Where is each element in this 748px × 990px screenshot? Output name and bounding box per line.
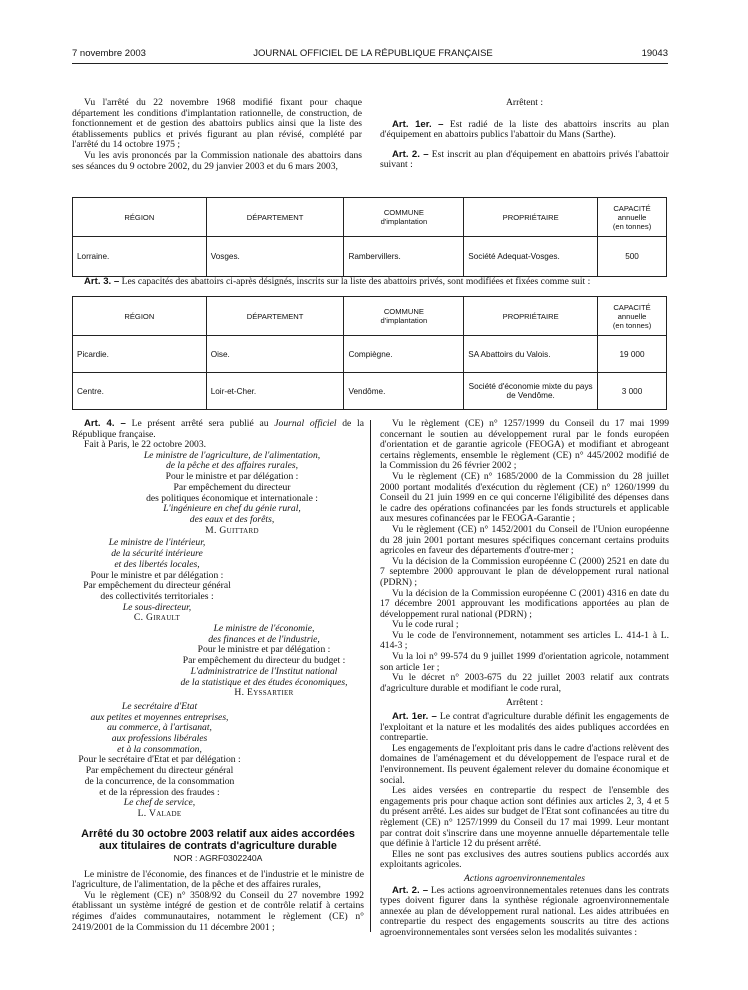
column-header: DÉPARTEMENT [206,297,344,336]
article-label: Art. 2. – [392,148,429,160]
article-1: Art. 1er. – Le contrat d'agriculture durable définit les engagements de l'exploitant et la nature et les modalités des aides publiques accordées en contrepartie. [380,711,669,744]
table-cell: Picardie. [73,336,207,373]
paragraph: Elles ne sont pas exclusives des autres soutiens publics accordés aux exploitants agricoles. [380,848,669,871]
table-cell: SA Abattoirs du Valois. [464,336,598,373]
arretent-heading: Arrêtent : [505,697,544,709]
paragraph: Vu la décision de la Commission européenne C (2000) 2521 en date du 7 septembre 2000 approuvant le plan de développement rural national (PDRN) ; [380,555,669,588]
table-cell: 500 [598,237,667,277]
top-left-column [72,98,362,172]
article-2: Art. 2. – Les actions agroenvironnementales retenues dans les contrats types doivent figurer dans la synthèse régionale agroenvironnementale annexée au plan de développement rural national. Les aides attribuées en contrepartie du respect des engagements souscrits au titre des actions agroenvironnementales sont versées selon les modalités suivantes : [380,884,669,938]
abattoir-table-1 [72,197,667,277]
table-cell: Centre. [73,373,207,410]
paragraph: Vu le règlement (CE) n° 1685/2000 de la Commission du 28 juillet 2000 portant modalités d'exécution du règlement (CE) n° 1260/1999 du Conseil du 21 juin 1999 en ce qui concerne l'éligibilité des dépenses dans le cadre des opérations cofinancées par les fonds structurels et applicable aux mesures cofinancées par le FEOGA-Garantie ; [380,470,669,525]
arrete-title: Arrêté du 30 octobre 2003 relatif aux aides accordées aux titulaires de contrats d'agriculture durable [81,827,355,852]
column-header: PROPRIÉTAIRE [464,297,598,336]
table-cell: Loir-et-Cher. [206,373,344,410]
column-header: CAPACITÉ annuelle (en tonnes) [598,297,667,336]
column-header: DÉPARTEMENT [206,198,344,237]
signature-block-interieur: Le ministre de l'intérieur, de la sécurité intérieure et des libertés locales, Pour le ministre et par délégation : Par empêchement du directeur général des collectivités territoriales : Le sous-directeur, C. Girault [83,537,231,624]
paragraph: Vu l'arrêté du 22 novembre 1968 modifié fixant pour chaque département les conditions d'implantation rationnelle, de construction, de fonctionnement et de gestion des abattoirs publics ainsi que la liste des établissements publics et privés figurant au plan révisé, complété par l'arrêté du 14 octobre 1975 ; [72,97,362,151]
table-cell: Vendôme. [344,373,464,410]
paragraph: Vu le règlement (CE) n° 3508/92 du Conseil du 27 novembre 1992 établissant un système intégré de gestion et de contrôle relatif à certains régimes d'aides communautaires, notamment le règlement (CE) n° 2419/2001 de la Commission du 11 décembre 2001 ; [72,889,364,933]
column-header: COMMUNE d'implantation [344,297,464,336]
paragraph: Vu le règlement (CE) n° 1257/1999 du Conseil du 17 mai 1999 concernant le soutien au développement rural par le fonds européen d'orientation et de garantie agricole (FEOGA) et modifiant et abrogeant certains règlements, ensemble le règlement (CE) n° 445/2002 modifié de la Commission du 26 février 2002 ; [380,418,669,472]
paragraph: Vu le code rural ; [392,619,459,631]
place-date: Fait à Paris, le 22 octobre 2003. [84,439,207,451]
arretent-heading: Arrêtent : [505,97,544,108]
paragraph: Vu la décision de la Commission européenne C (2001) 4316 en date du 17 décembre 2001 approuvant les modifications apportées au plan de développement rural national (PDRN) ; [380,587,669,620]
article-2 [380,150,669,171]
table-row [73,237,667,277]
column-header: RÉGION [73,198,207,237]
table-cell: 3 000 [598,373,667,410]
signature-block-agriculture: Le ministre de l'agriculture, de l'alimentation, de la pêche et des affaires rurales, Pour le ministre et par délégation : Par empêchement du directeur des politiques économique et internationale : L'ingénieure en chef du génie rural, des eaux et des forêts, M. Guittard [143,449,321,536]
table-cell: Lorraine. [73,237,207,277]
paragraph: Le ministre de l'économie, des finances et de l'industrie et le ministre de l'agriculture, de l'alimentation, de la pêche et des affaires rurales, [72,868,364,891]
paragraph: Les engagements de l'exploitant pris dans le cadre d'actions relèvent des domaines de l'aménagement et du développement de l'espace rural et de l'environnement. Ils peuvent également relever du domaine économique et social. [380,742,669,786]
paragraph: Vu le décret n° 2003-675 du 22 juillet 2003 relatif aux contrats d'agriculture durable et modifiant le code rural, [380,672,669,694]
table-row [73,336,667,373]
column-header: COMMUNE d'implantation [344,198,464,237]
page-number: 19043 [641,48,668,59]
article-label: Art. 3. – [84,276,120,287]
section-heading: Actions agroenvironnementales [463,872,586,884]
column-header: PROPRIÉTAIRE [464,198,598,237]
signature-block-economie: Le ministre de l'économie, des finances et de l'industrie, Pour le ministre et par délégation : Par empêchement du directeur du budget : L'administratrice de l'Institut national de la statistique et des études économiques, H. Eyssartier [180,623,348,699]
table-cell: Compiègne. [344,336,464,373]
right-column [380,419,669,939]
table-header-row [73,198,667,237]
paragraph: Les aides versées en contrepartie du respect de l'ensemble des engagements pris pour chaque action sont définies aux articles 2, 3, 4 et 5 du présent arrêté. Les aides sur budget de l'Etat sont cofinancées au titre du règlement (CE) n° 1257/1999 du Conseil du 17 mai 1999. Leur montant par contrat doit s'inscrire dans une moyenne annuelle départementale telle que définie à l'article 12 du présent arrêté. [380,785,669,850]
column-header: RÉGION [73,297,207,336]
header-date: 7 novembre 2003 [72,48,146,59]
table-cell: Société d'économie mixte du pays de Vendôme. [464,373,598,410]
article-text: Les capacités des abattoirs ci-après désignés, inscrits sur la liste des abattoirs privés, sont modifiées et fixées comme suit : [121,276,591,287]
paragraph: Vu la loi n° 99-574 du 9 juillet 1999 d'orientation agricole, notamment son article 1er ; [380,651,669,673]
header-rule [72,63,668,64]
article-3 [84,277,668,288]
paragraph: Vu le règlement (CE) n° 1452/2001 du Conseil de l'Union européenne du 28 juin 2001 portant mesures spécifiques concernant certains produits agricoles en faveur des départements d'outre-mer ; [380,523,669,557]
article-label: Art. 1er. – [392,118,444,130]
table-cell: Oise. [206,336,344,373]
article-text: Est inscrit au plan d'équipement en abattoirs privés l'abattoir suivant : [380,148,669,171]
table-cell: Vosges. [206,237,344,277]
top-right-column [380,98,669,171]
article-4: Art. 4. – Le présent arrêté sera publié au Journal officiel de la République française. [72,418,364,440]
signature-block-commerce: Le secrétaire d'Etat aux petites et moyennes entreprises, au commerce, à l'artisanat, aux professions libérales et à la consommation, Pour le secrétaire d'Etat et par délégation : Par empêchement du directeur général de la concurrence, de la consommation et de la répression des fraudes : Le chef de service, L. Valade [78,700,241,819]
paragraph: Vu les avis prononcés par la Commission nationale des abattoirs dans ses séances du 9 octobre 2002, du 29 janvier 2003 et du 6 mars 2003, [72,149,362,172]
table-cell: Société Adequat-Vosges. [464,237,598,277]
table-cell: Rambervillers. [344,237,464,277]
table-header-row [73,297,667,336]
abattoir-table-2 [72,296,667,410]
article-1 [380,120,669,141]
nor-reference: NOR : AGRF0302240A [173,852,263,863]
table-row [73,373,667,410]
journal-title: JOURNAL OFFICIEL DE LA RÉPUBLIQUE FRANÇAISE [253,48,493,59]
table-cell: 19 000 [598,336,667,373]
paragraph: Vu le code de l'environnement, notamment ses articles L. 414-1 à L. 414-3 ; [380,629,669,652]
column-header: CAPACITÉ annuelle (en tonnes) [598,198,667,237]
article-text: Est radié de la liste des abattoirs inscrits au plan d'équipement en abattoirs publics l'abattoir du Mans (Sarthe). [380,118,669,141]
left-column [72,419,364,933]
